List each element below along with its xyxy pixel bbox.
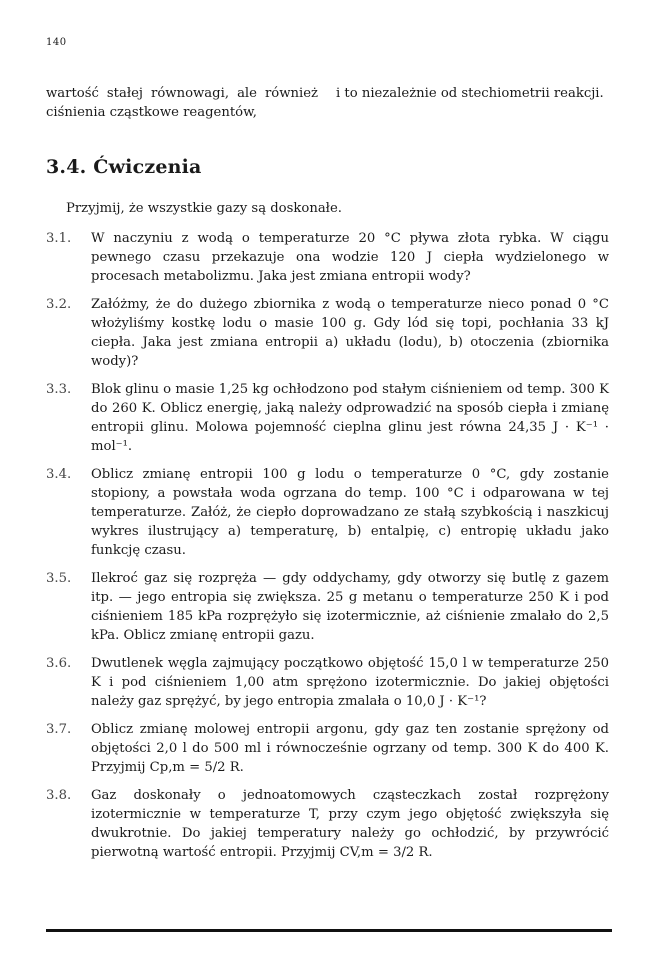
- exercise-item: [46, 720, 609, 777]
- exercise-text: Oblicz zmianę entropii 100 g lodu o temperaturze 0 °C, gdy zostanie stopiony, a powstała woda ogrzana do temp. 100 °C i odparowana w tej temperaturze. Załóż, że ciepło doprowadzano ze stałą szybkością i naszkicuj wykres ilustrujący a) temperaturę, b) entalpię, c) entropię układu jako funkcję czasu.: [91, 467, 609, 558]
- exercise-number: 3.1.: [46, 231, 72, 246]
- exercise-number: 3.5.: [46, 571, 72, 586]
- exercise-number: 3.3.: [46, 382, 72, 397]
- exercise-number: 3.2.: [46, 297, 72, 312]
- exercise-list: [46, 229, 609, 871]
- intro-left-column: wartość stałej równowagi, ale również ciśnienia cząstkowe reagentów,: [46, 86, 318, 120]
- exercise-number: 3.4.: [46, 467, 72, 482]
- page-number: 140: [46, 37, 67, 48]
- exercise-item: [46, 465, 609, 560]
- exercise-number: 3.7.: [46, 722, 72, 737]
- page-bottom-rule: [46, 929, 612, 932]
- exercise-text: Gaz doskonały o jednoatomowych cząsteczkach został rozprężony izotermicznie w temperaturze T, przy czym jego objętość zwiększyła się dwukrotnie. Do jakiej temperatury należy go ochłodzić, by przywrócić pierwotną wartość entropii. Przyjmij CV,m = 3/2 R.: [91, 788, 609, 860]
- exercise-text: Oblicz zmianę molowej entropii argonu, gdy gaz ten zostanie sprężony od objętości 2,0 l do 500 ml i równocześnie ogrzany od temp. 300 K do 400 K. Przyjmij Cp,m = 5/2 R.: [91, 722, 609, 775]
- exercise-item: [46, 569, 609, 645]
- intro-right-column: i to niezależnie od stechiometrii reakcji.: [336, 86, 604, 101]
- exercise-number: 3.6.: [46, 656, 72, 671]
- exercise-item: [46, 786, 609, 862]
- exercise-number: 3.8.: [46, 788, 72, 803]
- exercise-item: [46, 380, 609, 456]
- exercise-text: Blok glinu o masie 1,25 kg ochłodzono pod stałym ciśnieniem od temp. 300 K do 260 K. Oblicz energię, jaką należy odprowadzić na sposób ciepła i zmianę entropii glinu. Molowa pojemność cieplna glinu jest równa 24,35 J · K⁻¹ · mol⁻¹.: [91, 382, 609, 454]
- exercise-text: Ilekroć gaz się rozpręża — gdy oddychamy, gdy otworzy się butlę z gazem itp. — jego entropia się zwiększa. 25 g metanu o temperaturze 250 K i pod ciśnieniem 185 kPa rozprężyło się izotermicznie, aż ciśnienie zmalało do 2,5 kPa. Oblicz zmianę entropii gazu.: [91, 571, 609, 643]
- intro-paragraph: [46, 84, 608, 122]
- exercise-item: [46, 229, 609, 286]
- exercise-text: Załóżmy, że do dużego zbiornika z wodą o temperaturze nieco ponad 0 °C włożyliśmy kostkę lodu o masie 100 g. Gdy lód się topi, pochłania 33 kJ ciepła. Jaka jest zmiana entropii a) układu (lodu), b) otoczenia (zbiornika wody)?: [91, 297, 609, 369]
- exercise-item: [46, 295, 609, 371]
- section-title: 3.4. Ćwiczenia: [46, 156, 202, 178]
- section-assumption: Przyjmij, że wszystkie gazy są doskonałe.: [66, 201, 342, 216]
- exercise-text: W naczyniu z wodą o temperaturze 20 °C pływa złota rybka. W ciągu pewnego czasu przekazuje ona wodzie 120 J ciepła wydzielonego w procesach metabolizmu. Jaka jest zmiana entropii wody?: [91, 231, 609, 284]
- exercise-text: Dwutlenek węgla zajmujący początkowo objętość 15,0 l w temperaturze 250 K i pod ciśnieniem 1,00 atm sprężono izotermicznie. Do jakiej objętości należy gaz sprężyć, by jego entropia zmalała o 10,0 J · K⁻¹?: [91, 656, 609, 709]
- exercise-item: [46, 654, 609, 711]
